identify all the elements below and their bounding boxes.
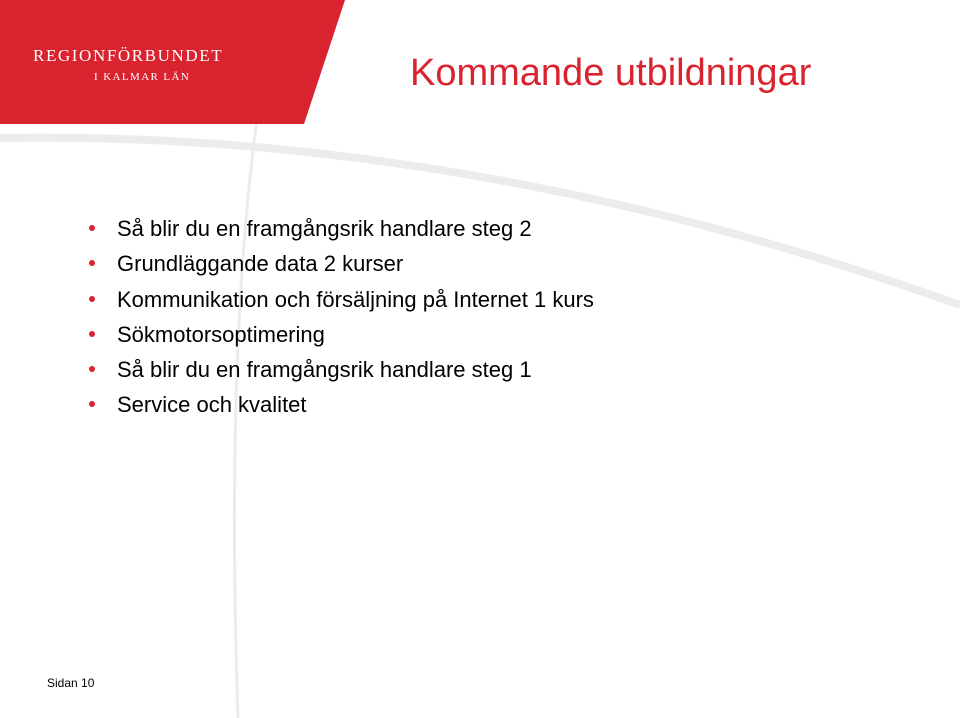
list-item-text: Så blir du en framgångsrik handlare steg 2 — [117, 216, 532, 241]
bullet-dot-icon — [89, 401, 95, 407]
list-item-text: Kommunikation och försäljning på Internet 1 kurs — [117, 286, 594, 312]
list-item — [89, 246, 594, 281]
list-item — [89, 317, 594, 352]
logo-subtitle: I KALMAR LÄN — [94, 71, 191, 83]
bullet-dot-icon — [89, 331, 95, 337]
bullet-list — [89, 211, 594, 423]
bullet-dot-icon — [89, 296, 95, 302]
page-title: Kommande utbildningar — [410, 52, 812, 94]
list-item — [89, 211, 594, 246]
list-item — [89, 387, 594, 422]
bullet-dot-icon — [89, 366, 95, 372]
list-item — [89, 282, 594, 317]
list-item-text: Så blir du en framgångsrik handlare steg 1 — [117, 357, 532, 383]
logo-title: REGIONFÖRBUNDET — [33, 46, 224, 65]
list-item-text: Service och kvalitet — [117, 392, 307, 418]
bullet-dot-icon — [89, 260, 95, 266]
list-item-text: Sökmotorsoptimering — [117, 321, 325, 347]
page-number: Sidan 10 — [47, 676, 95, 690]
list-item-text: Grundläggande data 2 kurser — [117, 251, 404, 277]
logo — [0, 0, 345, 124]
bullet-dot-icon — [89, 225, 95, 231]
list-item — [89, 352, 594, 387]
